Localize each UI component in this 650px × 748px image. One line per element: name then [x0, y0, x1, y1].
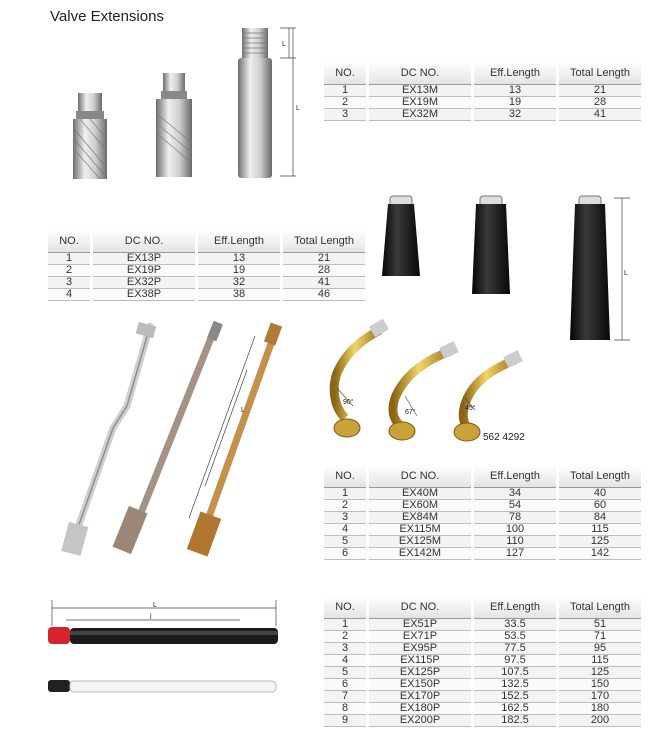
table-row: [324, 548, 641, 560]
cell-no: 5: [324, 536, 368, 548]
cell-no: 3: [324, 643, 368, 655]
length-label-rubber: L: [624, 270, 628, 277]
cell-eff-length: 54: [473, 500, 558, 512]
cell-total-length: 125: [558, 667, 642, 679]
cell-total-length: 71: [558, 631, 642, 643]
cell-dc-no: EX51P: [368, 619, 473, 631]
cell-no: 1: [324, 85, 368, 97]
cell-eff-length: 77.5: [473, 643, 558, 655]
cell-no: 2: [48, 265, 92, 277]
table-row: [324, 715, 641, 727]
table-row: [324, 631, 641, 643]
table-row: [324, 667, 641, 679]
cell-no: 4: [48, 289, 92, 301]
cell-dc-no: EX115P: [368, 655, 473, 667]
cell-total-length: 170: [558, 691, 642, 703]
cell-dc-no: EX84M: [368, 512, 473, 524]
cell-dc-no: EX13M: [368, 85, 473, 97]
cell-total-length: 95: [558, 643, 642, 655]
part-code: 562 4292: [483, 432, 525, 443]
cell-no: 4: [324, 655, 368, 667]
table-row: [324, 524, 641, 536]
table-row: [324, 655, 641, 667]
cell-no: 6: [324, 548, 368, 560]
hose-length-label: L: [153, 602, 157, 609]
long-metal-extensions-photo: [55, 318, 305, 558]
cell-no: 6: [324, 679, 368, 691]
cell-eff-length: 107.5: [473, 667, 558, 679]
cell-eff-length: 110: [473, 536, 558, 548]
cell-total-length: 125: [558, 536, 642, 548]
cell-eff-length: 13: [197, 253, 282, 265]
cell-dc-no: EX60M: [368, 500, 473, 512]
cell-total-length: 40: [558, 488, 642, 500]
cell-total-length: 46: [282, 289, 366, 301]
page-title: Valve Extensions: [50, 8, 164, 25]
cell-eff-length: 127: [473, 548, 558, 560]
table-row: [324, 643, 641, 655]
col-total-length: Total Length: [558, 596, 642, 619]
cell-dc-no: EX170P: [368, 691, 473, 703]
cell-no: 7: [324, 691, 368, 703]
col-dc-no: DC NO.: [368, 465, 473, 488]
cell-dc-no: EX38P: [92, 289, 197, 301]
col-no: NO.: [324, 465, 368, 488]
cell-total-length: 200: [558, 715, 642, 727]
cell-dc-no: EX200P: [368, 715, 473, 727]
spec-table-ex-p-short: [48, 230, 365, 301]
cell-total-length: 51: [558, 619, 642, 631]
cell-eff-length: 152.5: [473, 691, 558, 703]
cell-dc-no: EX125P: [368, 667, 473, 679]
cell-total-length: 115: [558, 655, 642, 667]
table-row: [324, 85, 641, 97]
cell-dc-no: EX95P: [368, 643, 473, 655]
table-row: [324, 109, 641, 121]
cell-eff-length: 19: [197, 265, 282, 277]
col-dc-no: DC NO.: [92, 230, 197, 253]
table-row: [324, 97, 641, 109]
cell-total-length: 41: [282, 277, 366, 289]
angled-extensions-photo: [305, 318, 530, 443]
cell-no: 5: [324, 667, 368, 679]
cell-eff-length: 182.5: [473, 715, 558, 727]
angle-90-label: 90°: [343, 399, 354, 406]
col-total-length: Total Length: [558, 465, 642, 488]
col-no: NO.: [324, 62, 368, 85]
cell-dc-no: EX150P: [368, 679, 473, 691]
col-dc-no: DC NO.: [368, 62, 473, 85]
table-row: [324, 619, 641, 631]
cell-no: 9: [324, 715, 368, 727]
length-label-rod: L: [241, 407, 245, 414]
cell-no: 1: [48, 253, 92, 265]
cell-total-length: 21: [558, 85, 642, 97]
hose-inner-label: l: [150, 614, 152, 621]
cell-eff-length: 32: [197, 277, 282, 289]
spec-table-ex-p-long: [324, 596, 641, 727]
cell-dc-no: EX13P: [92, 253, 197, 265]
col-total-length: Total Length: [282, 230, 366, 253]
cell-dc-no: EX32P: [92, 277, 197, 289]
cell-total-length: 28: [558, 97, 642, 109]
cell-no: 1: [324, 488, 368, 500]
col-eff-length: Eff.Length: [473, 596, 558, 619]
angle-45-label: 45°: [465, 405, 476, 412]
table-row: [324, 679, 641, 691]
spec-table-ex-m-short: [324, 62, 641, 121]
cell-eff-length: 132.5: [473, 679, 558, 691]
cell-eff-length: 97.5: [473, 655, 558, 667]
col-eff-length: Eff.Length: [197, 230, 282, 253]
cell-no: 1: [324, 619, 368, 631]
hose-extensions-photo: [40, 598, 290, 703]
cell-no: 2: [324, 631, 368, 643]
cell-no: 3: [324, 109, 368, 121]
cell-eff-length: 38: [197, 289, 282, 301]
col-dc-no: DC NO.: [368, 596, 473, 619]
angle-67-label: 67°: [405, 409, 416, 416]
cell-dc-no: EX180P: [368, 703, 473, 715]
cell-total-length: 150: [558, 679, 642, 691]
metal-extensions-photo: [60, 18, 310, 188]
cell-dc-no: EX32M: [368, 109, 473, 121]
table-row: [324, 500, 641, 512]
cell-eff-length: 13: [473, 85, 558, 97]
cell-no: 4: [324, 524, 368, 536]
length-label: L: [296, 105, 300, 112]
table-row: [324, 691, 641, 703]
table-row: [48, 253, 365, 265]
cell-dc-no: EX19P: [92, 265, 197, 277]
cell-eff-length: 78: [473, 512, 558, 524]
table-row: [324, 488, 641, 500]
cell-dc-no: EX40M: [368, 488, 473, 500]
cell-eff-length: 53.5: [473, 631, 558, 643]
table-row: [324, 512, 641, 524]
cell-no: 2: [324, 97, 368, 109]
col-no: NO.: [324, 596, 368, 619]
cell-total-length: 28: [282, 265, 366, 277]
cell-total-length: 142: [558, 548, 642, 560]
col-eff-length: Eff.Length: [473, 62, 558, 85]
cell-no: 2: [324, 500, 368, 512]
cell-eff-length: 19: [473, 97, 558, 109]
cell-eff-length: 32: [473, 109, 558, 121]
cell-no: 8: [324, 703, 368, 715]
cell-eff-length: 33.5: [473, 619, 558, 631]
cell-total-length: 41: [558, 109, 642, 121]
cell-total-length: 115: [558, 524, 642, 536]
table-row: [48, 289, 365, 301]
cell-dc-no: EX142M: [368, 548, 473, 560]
cell-no: 3: [324, 512, 368, 524]
cell-no: 3: [48, 277, 92, 289]
cell-eff-length: 100: [473, 524, 558, 536]
table-row: [324, 536, 641, 548]
cell-dc-no: EX115M: [368, 524, 473, 536]
cell-total-length: 180: [558, 703, 642, 715]
cell-eff-length: 34: [473, 488, 558, 500]
cell-total-length: 60: [558, 500, 642, 512]
col-no: NO.: [48, 230, 92, 253]
cell-eff-length: 162.5: [473, 703, 558, 715]
short-length-label: L: [282, 41, 286, 48]
spec-table-ex-m-long: [324, 465, 641, 560]
table-row: [48, 277, 365, 289]
col-eff-length: Eff.Length: [473, 465, 558, 488]
table-row: [324, 703, 641, 715]
cell-total-length: 84: [558, 512, 642, 524]
cell-total-length: 21: [282, 253, 366, 265]
table-row: [48, 265, 365, 277]
cell-dc-no: EX71P: [368, 631, 473, 643]
col-total-length: Total Length: [558, 62, 642, 85]
cell-dc-no: EX125M: [368, 536, 473, 548]
cell-dc-no: EX19M: [368, 97, 473, 109]
